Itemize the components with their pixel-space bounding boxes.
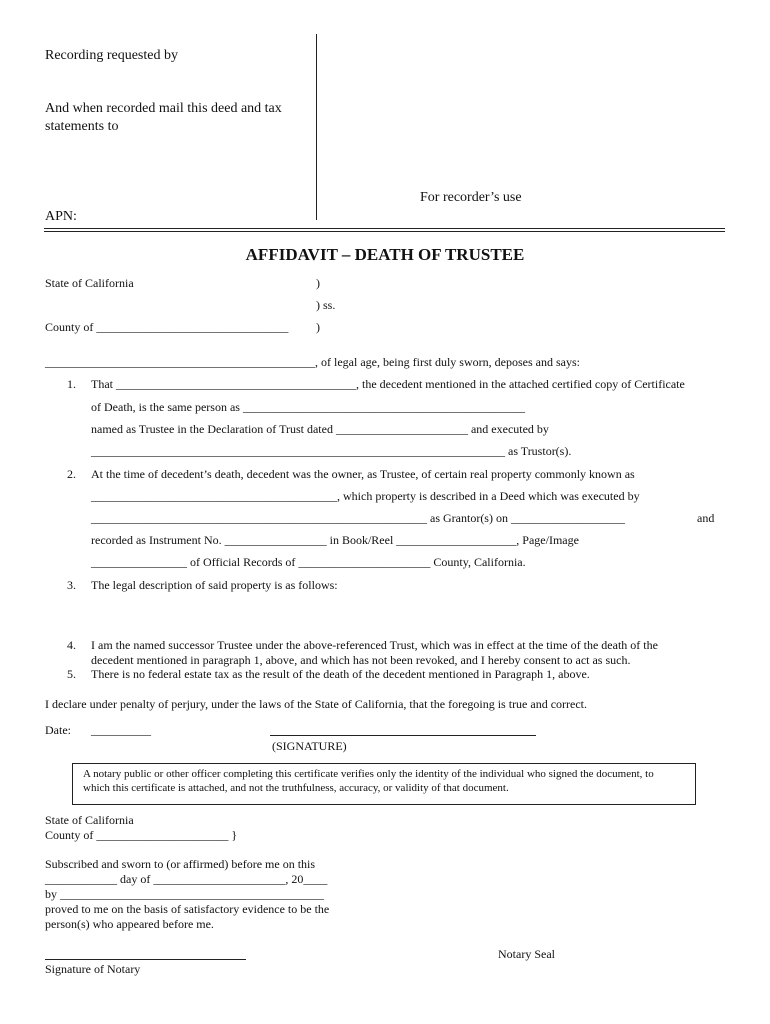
item-2-line-5: ________________ of Official Records of ______________________ County, California. bbox=[91, 555, 526, 569]
notary-signature-line[interactable] bbox=[45, 959, 246, 960]
mail-to-label-line1: And when recorded mail this deed and tax bbox=[45, 101, 282, 116]
item-2-line-2: _________________________________________, which property is described in a Deed which was executed by bbox=[91, 489, 640, 503]
sworn-line-2: ____________ day of ______________________, 20____ bbox=[45, 872, 328, 886]
venue-paren-3: ) bbox=[316, 320, 320, 334]
proved-line-2: person(s) who appeared before me. bbox=[45, 917, 214, 931]
sworn-line-1: Subscribed and sworn to (or affirmed) before me on this bbox=[45, 857, 316, 871]
item-4-line-1: I am the named successor Trustee under the above-referenced Trust, which was in effect at the time of the death of the bbox=[91, 638, 658, 652]
date-label: Date: bbox=[45, 723, 71, 737]
proved-line-1: proved to me on the basis of satisfactory evidence to be the bbox=[45, 902, 330, 916]
notary-notice-line-2: which this certificate is attached, and not the truthfulness, accuracy, or validity of that document. bbox=[83, 782, 509, 794]
mail-to-label-line2: statements to bbox=[45, 119, 119, 134]
item-5-text: There is no federal estate tax as the result of the death of the decedent mentioned in Paragraph 1, above. bbox=[91, 667, 590, 681]
item-3-text: The legal description of said property is as follows: bbox=[91, 578, 338, 592]
date-blank[interactable]: __________ bbox=[91, 723, 151, 737]
signature-line[interactable] bbox=[270, 735, 536, 736]
document-title: AFFIDAVIT – DEATH OF TRUSTEE bbox=[245, 245, 525, 264]
item-2-line-3-and: and bbox=[697, 511, 715, 525]
recording-requested-label: Recording requested by bbox=[45, 48, 178, 63]
item-1-line-4: _____________________________________________________________________ as Trustor(s). bbox=[91, 444, 572, 458]
notary-signature-label: Signature of Notary bbox=[45, 962, 141, 976]
item-1-number: 1. bbox=[67, 377, 76, 391]
item-4-number: 4. bbox=[67, 638, 76, 652]
venue-county: County of ________________________________ bbox=[45, 320, 289, 334]
item-1-line-2: of Death, is the same person as _______________________________________________ bbox=[91, 400, 525, 414]
recorder-use-label: For recorder’s use bbox=[420, 190, 522, 205]
perjury-declaration: I declare under penalty of perjury, under the laws of the State of California, that the foregoing is true and correct. bbox=[45, 697, 588, 711]
item-1-line-1: That ________________________________________, the decedent mentioned in the attached certified copy of Certificate bbox=[91, 377, 685, 391]
header-rule-bottom bbox=[44, 231, 725, 232]
notary-notice-line-1: A notary public or other officer completing this certificate verifies only the identity of the individual who signed the document, to bbox=[83, 768, 654, 780]
item-3-number: 3. bbox=[67, 578, 76, 592]
notary-state: State of California bbox=[45, 813, 134, 827]
apn-label: APN: bbox=[45, 209, 77, 224]
item-2-number: 2. bbox=[67, 467, 76, 481]
affiant-intro: _____________________________________________, of legal age, being first duly sworn, deposes and says: bbox=[45, 355, 580, 369]
header-rule-top bbox=[44, 228, 725, 229]
signature-label: (SIGNATURE) bbox=[272, 739, 347, 753]
item-2-line-4: recorded as Instrument No. _________________ in Book/Reel ____________________, Page/Image bbox=[91, 533, 579, 547]
notary-county: County of ______________________ } bbox=[45, 828, 238, 842]
sworn-by-line: by ____________________________________________ bbox=[45, 887, 324, 901]
venue-ss: ) ss. bbox=[316, 298, 336, 312]
item-2-line-1: At the time of decedent’s death, decedent was the owner, as Trustee, of certain real property commonly known as bbox=[91, 467, 635, 481]
item-4-line-2: decedent mentioned in paragraph 1, above, and which has not been revoked, and I hereby consent to act as such. bbox=[91, 653, 631, 667]
venue-paren-1: ) bbox=[316, 276, 320, 290]
item-5-number: 5. bbox=[67, 667, 76, 681]
item-1-line-3: named as Trustee in the Declaration of Trust dated ______________________ and executed by bbox=[91, 422, 549, 436]
header-divider-vertical bbox=[316, 34, 317, 220]
item-2-line-3: ________________________________________________________ as Grantor(s) on ___________________ bbox=[91, 511, 625, 525]
venue-state: State of California bbox=[45, 276, 134, 290]
notary-seal-label: Notary Seal bbox=[498, 947, 555, 961]
